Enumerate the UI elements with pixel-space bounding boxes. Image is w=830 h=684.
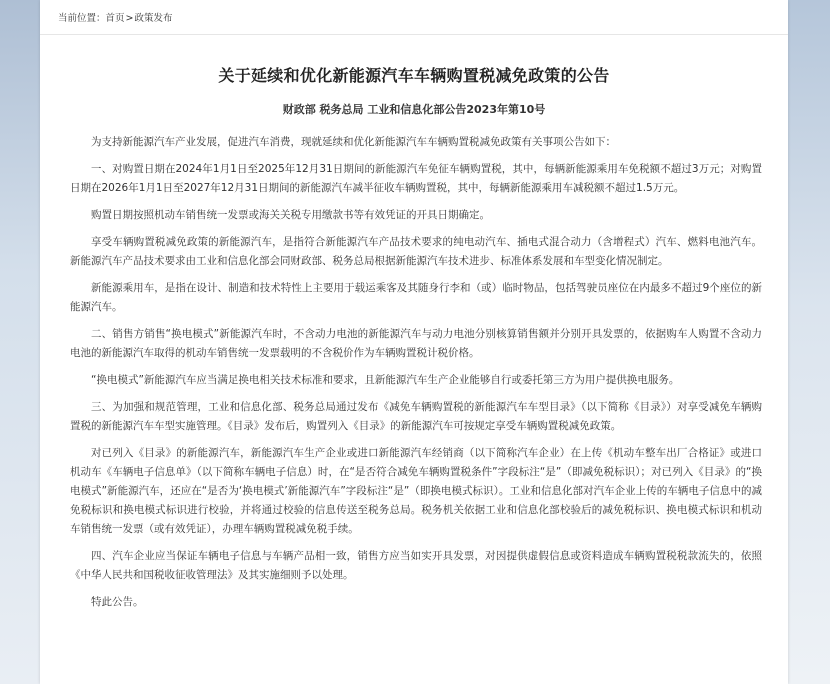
paragraph-4: 四、汽车企业应当保证车辆电子信息与车辆产品相一致，销售方应当如实开具发票，对因提供虚假信息或资料造成车辆购置税税款流失的，依照《中华人民共和国税收征收管理法》及其实施细则予以处理。 [70, 550, 762, 581]
article-subtitle: 财政部 税务总局 工业和信息化部公告2023年第10号 [282, 103, 546, 116]
article-title: 关于延续和优化新能源汽车车辆购置税减免政策的公告 [218, 66, 610, 85]
breadcrumb-separator: > [125, 13, 134, 24]
breadcrumb-current-link[interactable]: 政策发布 [134, 13, 173, 24]
paragraph-purchase-date: 购置日期按照机动车销售统一发票或海关关税专用缴款书等有效凭证的开具日期确定。 [91, 209, 490, 221]
paragraph-battery-swap: “换电模式”新能源汽车应当满足换电相关技术标准和要求，且新能源汽车生产企业能够自行或委托第三方为用户提供换电服务。 [91, 374, 680, 386]
breadcrumb [40, 0, 788, 35]
breadcrumb-home-link[interactable]: 首页 [105, 13, 125, 24]
background-left [0, 0, 40, 684]
article-page [40, 0, 788, 684]
paragraph-2: 二、销售方销售“换电模式”新能源汽车时，不含动力电池的新能源汽车与动力电池分别核算销售额并分别开具发票的，依据购车人购置不含动力电池的新能源汽车取得的机动车销售统一发票载明的不含税价作为车辆购置税计税价格。 [70, 328, 762, 359]
paragraph-closing: 特此公告。 [91, 596, 144, 608]
background-right [788, 0, 830, 684]
paragraph-1: 一、对购置日期在2024年1月1日至2025年12月31日期间的新能源汽车免征车辆购置税，其中，每辆新能源乘用车免税额不超过3万元；对购置日期在2026年1月1日至2027年12月31日期间的新能源汽车减半征收车辆购置税，其中，每辆新能源乘用车减税额不超过1.5万元。 [70, 163, 762, 194]
paragraph-catalog: 对已列入《目录》的新能源汽车，新能源汽车生产企业或进口新能源汽车经销商（以下简称汽车企业）在上传《机动车整车出厂合格证》或进口机动车《车辆电子信息单》（以下简称车辆电子信息）时，在“是否符合减免车辆购置税条件”字段标注“是”（即减免税标识）；对已列入《目录》的“换电模式”新能源汽车，还应在“是否为‘换电模式’新能源汽车”字段标注“是”（即换电模式标识）。工业和信息化部对汽车企业上传的车辆电子信息中的减免税标识和换电模式标识进行校验，并将通过校验的信息传送至税务总局。税务机关依据工业和信息化部校验后的减免税标识、换电模式标识和机动车销售统一发票（或有效凭证），办理车辆购置税减免税手续。 [70, 447, 762, 535]
article-body [40, 133, 788, 612]
breadcrumb-prefix: 当前位置： [58, 13, 106, 24]
paragraph-passenger-car: 新能源乘用车，是指在设计、制造和技术特性上主要用于载运乘客及其随身行李和（或）临时物品，包括驾驶员座位在内最多不超过9个座位的新能源汽车。 [70, 282, 762, 313]
paragraph-intro: 为支持新能源汽车产业发展，促进汽车消费，现就延续和优化新能源汽车车辆购置税减免政策有关事项公告如下： [91, 136, 616, 148]
paragraph-nev-definition: 享受车辆购置税减免政策的新能源汽车，是指符合新能源汽车产品技术要求的纯电动汽车、插电式混合动力（含增程式）汽车、燃料电池汽车。新能源汽车产品技术要求由工业和信息化部会同财政部、税务总局根据新能源汽车技术进步、标准体系发展和车型变化情况制定。 [70, 236, 762, 267]
paragraph-3: 三、为加强和规范管理，工业和信息化部、税务总局通过发布《减免车辆购置税的新能源汽车车型目录》（以下简称《目录》）对享受减免车辆购置税的新能源汽车车型实施管理。《目录》发布后，购置列入《目录》的新能源汽车可按规定享受车辆购置税减免政策。 [70, 401, 762, 432]
